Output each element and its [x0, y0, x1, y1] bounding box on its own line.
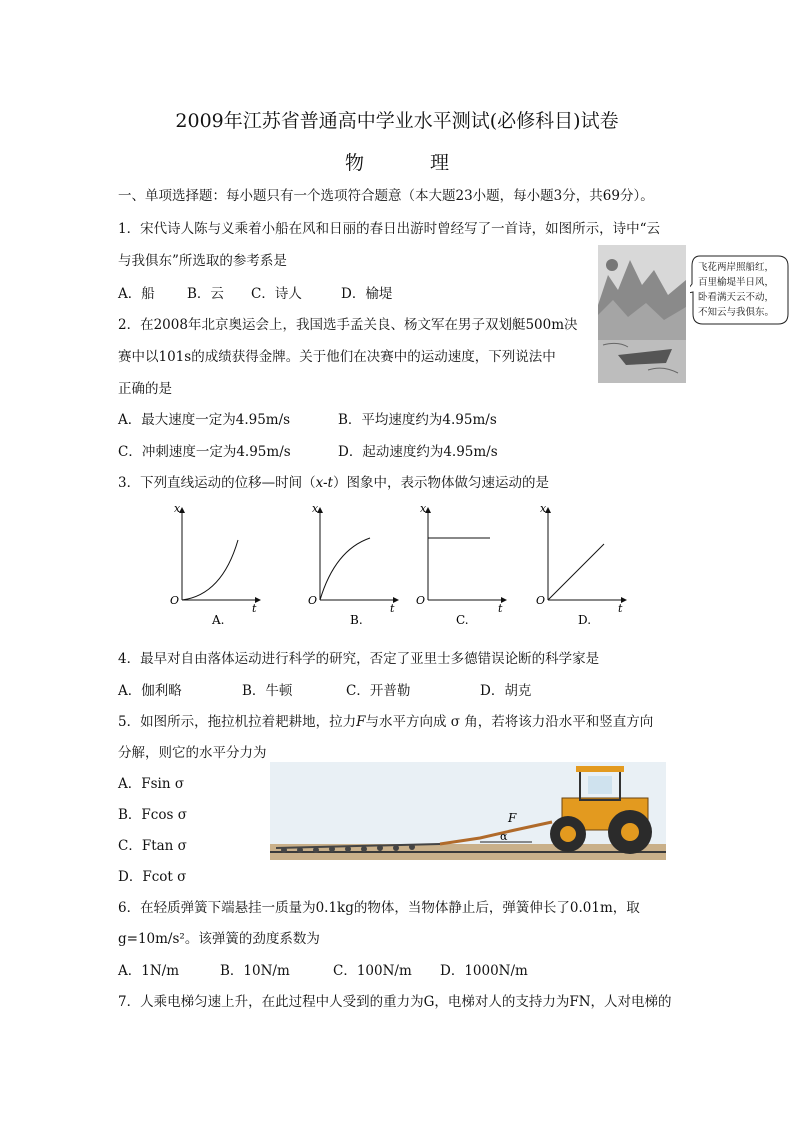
poem-line: 不知云与我俱东。	[698, 307, 775, 318]
graph-label: A.	[212, 613, 225, 627]
axis-t-label: t	[390, 602, 395, 615]
q6-option-b: B．10N/m	[220, 963, 290, 979]
angle-label: α	[500, 830, 508, 843]
q3-text: 3．下列直线运动的位移—时间（x-t）图象中，表示物体做匀速运动的是	[118, 475, 549, 491]
graph-label: D.	[578, 613, 592, 627]
q1-option-a: A．船	[118, 286, 155, 302]
q1-text-line2: 与我俱东”所选取的参考系是	[118, 253, 287, 269]
page-title: 2009年江苏省普通高中学业水平测试(必修科目)试卷	[175, 110, 619, 132]
q2-option-c: C．冲刺速度一定为4.95m/s	[118, 444, 291, 460]
axis-x-label: x	[312, 502, 319, 515]
q4-option-a: A．伽利略	[118, 683, 182, 699]
q2-text-line2: 赛中以101s的成绩获得金牌。关于他们在决赛中的运动速度，下列说法中	[118, 349, 556, 365]
axis-x-label: x	[174, 502, 181, 515]
q4-text: 4．最早对自由落体运动进行科学的研究，否定了亚里士多德错误论断的科学家是	[118, 651, 600, 667]
q7-text-line1: 7．人乘电梯匀速上升，在此过程中人受到的重力为G，电梯对人的支持力为FN，人对电梯的	[118, 994, 672, 1010]
q1-option-b: B．云	[187, 286, 224, 302]
axis-t-label: t	[498, 602, 503, 615]
q5-option-d: D．Fcot σ	[118, 869, 187, 885]
graph-label: C.	[456, 613, 469, 627]
q2-option-b: B．平均速度约为4.95m/s	[338, 412, 497, 428]
q2-text-line3: 正确的是	[118, 381, 172, 397]
origin-label: O	[308, 594, 318, 607]
q4-option-c: C．开普勒	[346, 683, 411, 699]
graph-a	[170, 502, 260, 627]
q1-option-c: C．诗人	[251, 286, 302, 302]
q5-text-line1: 5．如图所示，拖拉机拉着耙耕地，拉力F与水平方向成 σ 角，若将该力沿水平和竖直方向	[118, 714, 654, 730]
q1-text-line1: 1．宋代诗人陈与义乘着小船在风和日丽的春日出游时曾经写了一首诗，如图所示，诗中“云	[118, 221, 660, 237]
q6-text-line2: g=10m/s²。该弹簧的劲度系数为	[118, 931, 320, 947]
origin-label: O	[536, 594, 546, 607]
section-heading: 一、单项选择题：每小题只有一个选项符合题意（本大题23小题，每小题3分，共69分）。	[118, 188, 654, 204]
origin-label: O	[170, 594, 180, 607]
q6-option-d: D．1000N/m	[440, 963, 528, 979]
q6-option-a: A．1N/m	[118, 963, 180, 979]
q1-boat-illustration	[598, 245, 686, 383]
q3-graphs	[160, 500, 640, 630]
origin-label: O	[416, 594, 426, 607]
graph-b	[308, 502, 398, 627]
q1-poem-bubble	[690, 254, 790, 326]
q5-tractor-illustration	[270, 762, 666, 860]
subject-title: 物 理	[344, 152, 480, 174]
q5-text-line2: 分解，则它的水平分力为	[118, 745, 267, 761]
q2-text-line1: 2．在2008年北京奥运会上，我国选手孟关良、杨文军在男子双划艇500m决	[118, 317, 578, 333]
poem-line: 百里榆堤半日风，	[698, 277, 775, 288]
graph-d	[536, 502, 626, 627]
graph-label: B.	[350, 613, 363, 627]
graph-c	[416, 502, 506, 627]
axis-t-label: t	[618, 602, 623, 615]
q1-option-d: D．榆堤	[341, 286, 393, 302]
q2-option-d: D．起动速度约为4.95m/s	[338, 444, 498, 460]
q2-option-a: A．最大速度一定为4.95m/s	[118, 412, 291, 428]
poem-line: 飞花两岸照船红，	[698, 262, 775, 273]
q4-option-b: B．牛顿	[242, 683, 293, 699]
poem-line: 卧看满天云不动，	[698, 292, 775, 303]
q5-option-c: C．Ftan σ	[118, 838, 187, 854]
q5-option-a: A．Fsin σ	[118, 776, 185, 792]
q6-text-line1: 6．在轻质弹簧下端悬挂一质量为0.1kg的物体，当物体静止后，弹簧伸长了0.01m，取	[118, 900, 640, 916]
axis-x-label: x	[540, 502, 547, 515]
q5-option-b: B．Fcos σ	[118, 807, 187, 823]
axis-x-label: x	[420, 502, 427, 515]
q6-option-c: C．100N/m	[333, 963, 412, 979]
axis-t-label: t	[252, 602, 257, 615]
q4-option-d: D．胡克	[480, 683, 532, 699]
force-label: F	[508, 811, 517, 825]
